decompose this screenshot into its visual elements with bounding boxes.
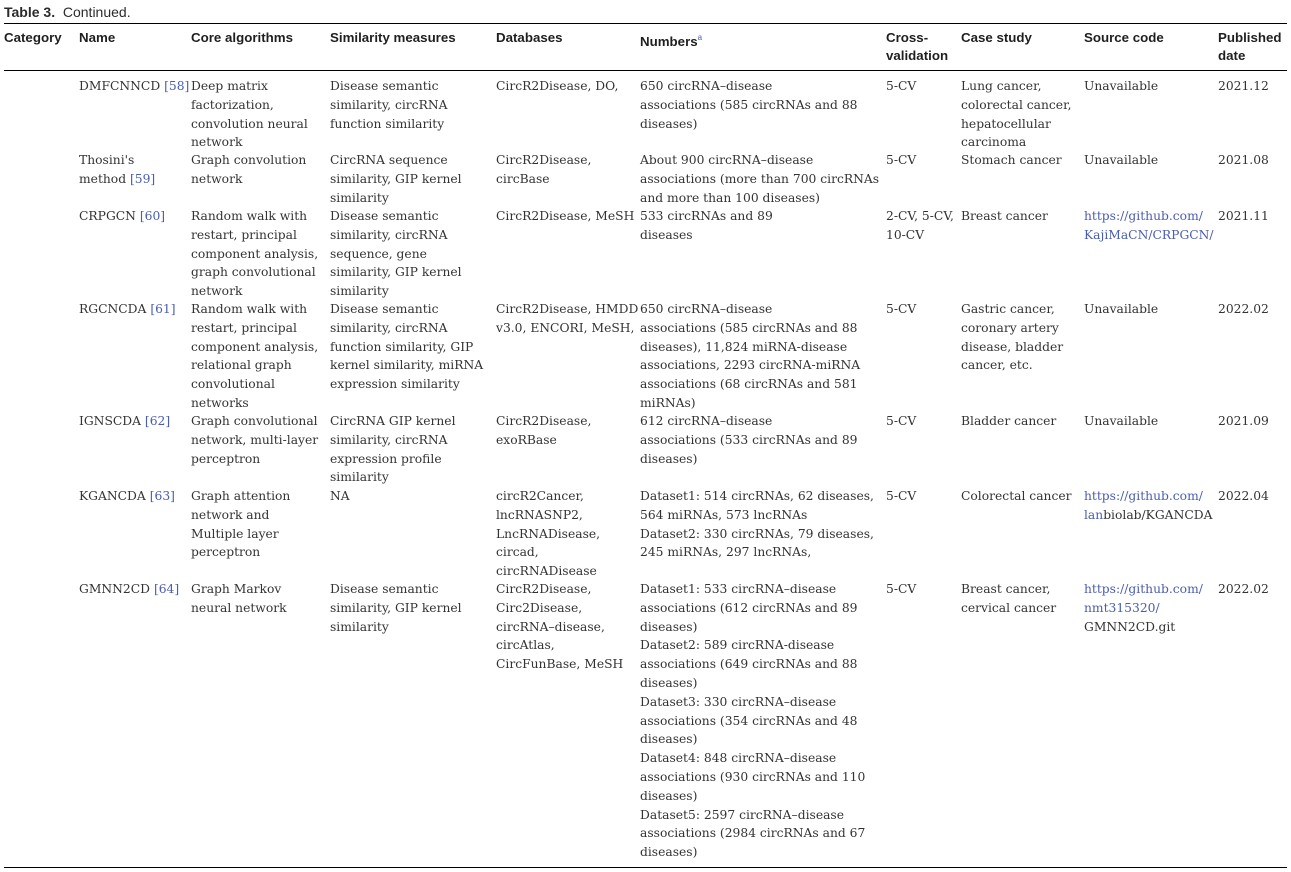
similarity-measures-cell: CircRNA sequence similarity, GIP kernel similarity — [330, 153, 462, 205]
core-algorithms-cell: Graph convolutional network, multi-layer perceptron — [191, 414, 319, 466]
citation-link[interactable]: [59] — [129, 171, 156, 186]
databases-cell: CircR2Disease, HMDD v3.0, ENCORI, MeSH, — [496, 302, 639, 335]
numbers-cell: 612 circRNA–disease associations (533 circRNAs and 89 diseases) — [640, 414, 858, 466]
source-code-cell: Unavailable — [1084, 79, 1159, 93]
cross-validation-cell: 5-CV — [886, 414, 917, 428]
published-date-cell: 2021.09 — [1218, 414, 1269, 428]
method-name: GMNN2CD [64] — [79, 582, 180, 596]
header-cross-validation: Cross- validation — [886, 30, 949, 63]
source-link[interactable]: nmt315320/ — [1084, 600, 1160, 615]
header-case-study: Case study — [961, 30, 1032, 45]
header-name: Name — [79, 30, 116, 45]
header-rule — [4, 70, 1287, 71]
databases-cell: CircR2Disease, DO, — [496, 79, 619, 93]
cross-validation-cell: 5-CV — [886, 582, 917, 596]
case-study-cell: Breast cancer — [961, 209, 1048, 223]
header-source-code: Source code — [1084, 30, 1164, 45]
source-code-cell — [1084, 207, 1214, 245]
footnote-marker[interactable]: a — [697, 33, 703, 42]
published-date-cell: 2022.04 — [1218, 489, 1269, 503]
core-algorithms-cell: Random walk with restart, principal component analysis, relational graph convolutional networks — [191, 302, 319, 410]
source-code-cell — [1084, 580, 1203, 636]
similarity-measures-cell: NA — [330, 489, 350, 503]
source-link[interactable]: https://github.com/ — [1084, 209, 1203, 223]
table-caption — [4, 3, 131, 21]
case-study-cell: Bladder cancer — [961, 414, 1057, 428]
numbers-cell: Dataset1: 533 circRNA–disease associations (612 circRNAs and 89 diseases) Dataset2: 589 circRNA-disease associations (649 circRNAs and 88 diseases) Dataset3: 330 circRNA–disease associations (354 circRNAs and 48 diseases) Dataset4: 848 circRNA–disease associations (930 circRNAs and 110 diseases) Dataset5: 2597 circRNA–disease associations (2984 circRNAs and 67 diseases) — [640, 582, 866, 860]
source-code-cell: https://github.com/ lanbiolab/KGANCDA — [1084, 489, 1213, 522]
cross-validation-cell: 5-CV — [886, 153, 917, 167]
header-numbers — [640, 29, 702, 51]
header-numbers-label: Numbers — [640, 34, 698, 49]
source-code-cell: Unavailable — [1084, 414, 1159, 428]
core-algorithms-cell: Graph convolution network — [191, 153, 307, 186]
header-published-date: Published date — [1218, 30, 1282, 63]
header-core-algorithms: Core algorithms — [191, 30, 293, 45]
databases-cell: CircR2Disease, MeSH — [496, 209, 635, 223]
method-name: RGCNCDA [61] — [79, 302, 176, 316]
databases-cell: circR2Cancer, lncRNASNP2, LncRNADisease, circad, circRNADisease — [496, 489, 601, 579]
source-code-cell: Unavailable — [1084, 302, 1159, 316]
core-algorithms-cell: Deep matrix factorization, convolution neural network — [191, 79, 308, 150]
header-similarity-measures: Similarity measures — [330, 30, 456, 45]
published-date-cell: 2022.02 — [1218, 582, 1269, 596]
citation-link[interactable]: [61] — [150, 302, 176, 316]
numbers-cell: 650 circRNA–disease associations (585 circRNAs and 88 diseases), 11,824 miRNA-disease associations, 2293 circRNA-miRNA associations (68 circRNAs and 581 miRNAs) — [640, 302, 861, 410]
cross-validation-cell: 5-CV — [886, 302, 917, 316]
similarity-measures-cell: Disease semantic similarity, GIP kernel similarity — [330, 582, 462, 634]
similarity-measures-cell: Disease semantic similarity, circRNA function similarity, GIP kernel similarity, miRNA expression similarity — [330, 302, 484, 392]
header-databases: Databases — [496, 30, 563, 45]
published-date-cell: 2022.02 — [1218, 302, 1269, 316]
core-algorithms-cell: Graph Markov neural network — [191, 582, 287, 615]
source-link[interactable]: https://github.com/ — [1084, 582, 1203, 596]
method-name: Thosini's method [59] — [79, 153, 156, 186]
table-label: Table 3. — [4, 4, 56, 20]
published-date-cell: 2021.11 — [1218, 209, 1269, 223]
numbers-cell: About 900 circRNA–disease associations (more than 700 circRNAs and more than 100 diseases) — [640, 153, 880, 205]
cross-validation-cell: 2-CV, 5-CV, 10-CV — [886, 209, 954, 242]
cross-validation-cell: 5-CV — [886, 489, 917, 503]
core-algorithms-cell: Random walk with restart, principal component analysis, graph convolutional network — [191, 209, 319, 299]
source-link[interactable]: KajiMaCN/CRPGCN/ — [1084, 227, 1214, 242]
table-caption-text: Continued. — [62, 4, 131, 20]
citation-link[interactable]: [60] — [139, 209, 166, 223]
core-algorithms-cell: Graph attention network and Multiple layer perceptron — [191, 489, 291, 560]
numbers-cell: 650 circRNA–disease associations (585 circRNAs and 88 diseases) — [640, 79, 858, 131]
similarity-measures-cell: CircRNA GIP kernel similarity, circRNA expression profile similarity — [330, 414, 456, 485]
citation-link[interactable]: [64] — [153, 582, 180, 596]
databases-cell: CircR2Disease, circBase — [496, 153, 592, 186]
case-study-cell: Breast cancer, cervical cancer — [961, 582, 1057, 615]
citation-link[interactable]: [58] — [164, 79, 190, 93]
similarity-measures-cell: Disease semantic similarity, circRNA sequence, gene similarity, GIP kernel similarity — [330, 209, 462, 299]
method-name: CRPGCN [60] — [79, 209, 166, 223]
cross-validation-cell: 5-CV — [886, 79, 917, 93]
published-date-cell: 2021.08 — [1218, 153, 1269, 167]
citation-link[interactable]: [62] — [144, 414, 171, 428]
similarity-measures-cell: Disease semantic similarity, circRNA function similarity — [330, 79, 448, 131]
source-text: GMNN2CD.git — [1084, 619, 1176, 634]
method-name: IGNSCDA [62] — [79, 414, 171, 428]
numbers-cell: 533 circRNAs and 89 diseases — [640, 209, 773, 242]
method-name: KGANCDA [63] — [79, 489, 175, 503]
databases-cell: CircR2Disease, Circ2Disease, circRNA–disease, circAtlas, CircFunBase, MeSH — [496, 582, 624, 672]
citation-link[interactable]: [63] — [149, 489, 175, 503]
header-category: Category — [4, 30, 62, 45]
case-study-cell: Stomach cancer — [961, 153, 1062, 167]
method-name: DMFCNNCD [58] — [79, 79, 190, 93]
case-study-cell: Colorectal cancer — [961, 489, 1072, 503]
case-study-cell: Lung cancer, colorectal cancer, hepatocellular carcinoma — [961, 79, 1072, 150]
published-date-cell: 2021.12 — [1218, 79, 1269, 93]
case-study-cell: Gastric cancer, coronary artery disease, bladder cancer, etc. — [961, 302, 1064, 373]
top-rule — [4, 23, 1287, 24]
bottom-rule — [4, 867, 1287, 868]
databases-cell: CircR2Disease, exoRBase — [496, 414, 592, 447]
numbers-cell: Dataset1: 514 circRNAs, 62 diseases, 564 miRNAs, 573 lncRNAs Dataset2: 330 circRNAs, 79 diseases, 245 miRNAs, 297 lncRNAs, — [640, 489, 874, 560]
source-code-cell: Unavailable — [1084, 153, 1159, 167]
source-link[interactable]: https://github.com/ — [1084, 489, 1203, 503]
